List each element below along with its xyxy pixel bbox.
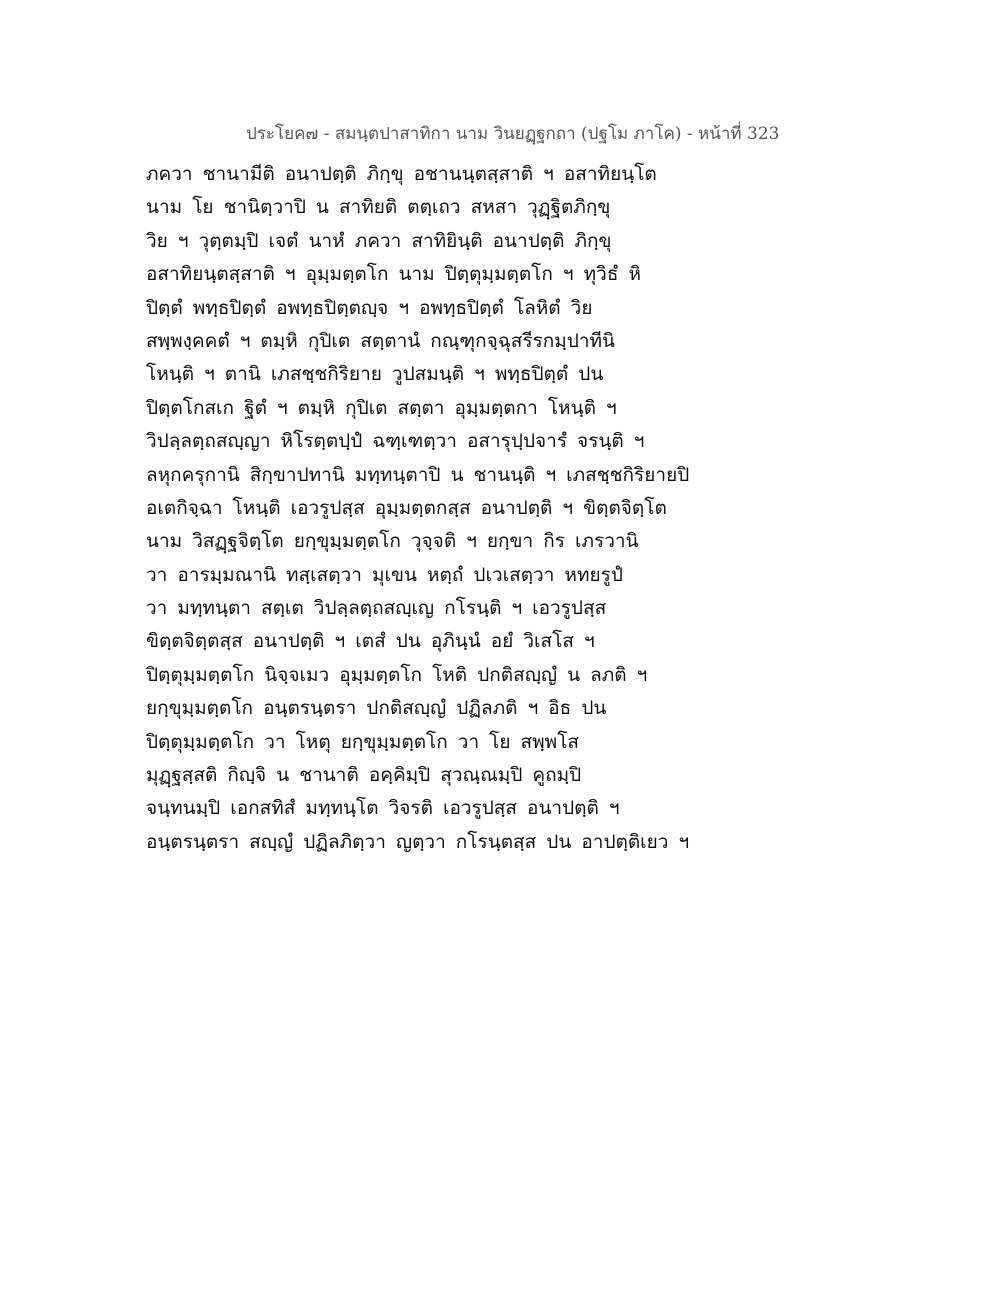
text-line: วา มทฺทนฺตา สตฺเต วิปลฺลตฺถสญฺเญ กโรนฺติ ฯ เอวรูปสฺส <box>146 597 607 620</box>
text-line: วิปลฺลตฺถสญฺญา หิโรตฺตปฺปํ ฉฑฺเฑตฺวา อสารุปฺปจารํ จรนฺติ ฯ <box>146 430 645 453</box>
text-line: ลหุกครุกานิ สิกฺขาปทานิ มทฺทนฺตาปิ น ชานนฺติ ฯ เภสชฺชกิริยายปิ <box>146 463 690 486</box>
text-line: นาม วิสฏฺฐจิตฺโต ยกฺขุมฺมตฺตโก วุจฺจติ ฯ ยกฺขา กิร เภรวานิ <box>146 530 639 553</box>
text-line: ปิตฺตํ พทฺธปิตฺตํ อพทฺธปิตฺตญฺจ ฯ อพทฺธปิตฺตํ โลหิตํ วิย <box>146 296 593 319</box>
text-line: ขิตฺตจิตฺตสฺส อนาปตฺติ ฯ เตสํ ปน อุภินฺนํ อยํ วิเสโส ฯ <box>146 630 595 653</box>
text-line: มุฏฺฐสฺสติ กิญฺจิ น ชานาติ อคฺคิมฺปิ สุวณฺณมฺปิ คูถมฺปิ <box>146 764 582 787</box>
text-line: วิย ฯ วุตฺตมฺปิ เจตํ นาหํ ภควา สาทิยินฺติ อนาปตฺติ ภิกฺขุ <box>146 229 612 252</box>
text-line: ปิตฺตโกสเก ฐิตํ ฯ ตมฺหิ กุปิเต สตฺตา อุมฺมตฺตกา โหนฺติ ฯ <box>146 396 617 419</box>
text-line: นาม โย ชานิตฺวาปิ น สาทิยติ ตตฺเถว สหสา วุฏฺฐิตภิกฺขุ <box>146 196 611 219</box>
running-header: ประโยค๗ - สมนฺตปาสาทิกา นาม วินยฏฺฐกถา (ปฐโม ภาโค) - หน้าที่ 323 <box>246 124 780 144</box>
body-text <box>146 158 706 859</box>
text-line: อเตกิจฺฉา โหนฺติ เอวรูปสฺส อุมฺมตฺตกสฺส อนาปตฺติ ฯ ขิตฺตจิตฺโต <box>146 496 667 519</box>
text-line: ปิตฺตุมฺมตฺตโก วา โหตุ ยกฺขุมฺมตฺตโก วา โย สพฺพโส <box>146 730 580 753</box>
text-line: ภควา ชานามีติ อนาปตฺติ ภิกฺขุ อชานนฺตสฺสาติ ฯ อสาทิยนฺโต <box>146 163 657 185</box>
text-line: สพฺพงฺคคตํ ฯ ตมฺหิ กุปิเต สตฺตานํ กณฺฑุกจฺฉุสรีรกมฺปาทีนิ <box>146 329 616 352</box>
text-line: วา อารมฺมณานิ ทสฺเสตฺวา มุเขน หตฺถํ ปเวเสตฺวา หทยรูปํ <box>146 563 623 586</box>
text-line: โหนฺติ ฯ ตานิ เภสชฺชกิริยาย วูปสมนฺติ ฯ พทฺธปิตฺตํ ปน <box>146 363 604 386</box>
text-line: ปิตฺตุมฺมตฺตโก นิจฺจเมว อุมฺมตฺตโก โหติ ปกติสญฺญํ น ลภติ ฯ <box>146 663 648 686</box>
text-line: ยกฺขุมฺมตฺตโก อนฺตรนฺตรา ปกติสญฺญํ ปฏิลภติ ฯ อิธ ปน <box>146 697 607 720</box>
text-line: จนฺทนมฺปิ เอกสทิสํ มทฺทนฺโต วิจรติ เอวรูปสฺส อนาปตฺติ ฯ <box>146 797 620 820</box>
text-line: อนฺตรนฺตรา สญฺญํ ปฏิลภิตฺวา ญตฺวา กโรนฺตสฺส ปน อาปตฺติเยว ฯ <box>146 830 690 853</box>
text-line: อสาทิยนฺตสฺสาติ ฯ อุมฺมตฺตโก นาม ปิตฺตุมฺมตฺตโก ฯ ทุวิธํ หิ <box>146 263 641 286</box>
